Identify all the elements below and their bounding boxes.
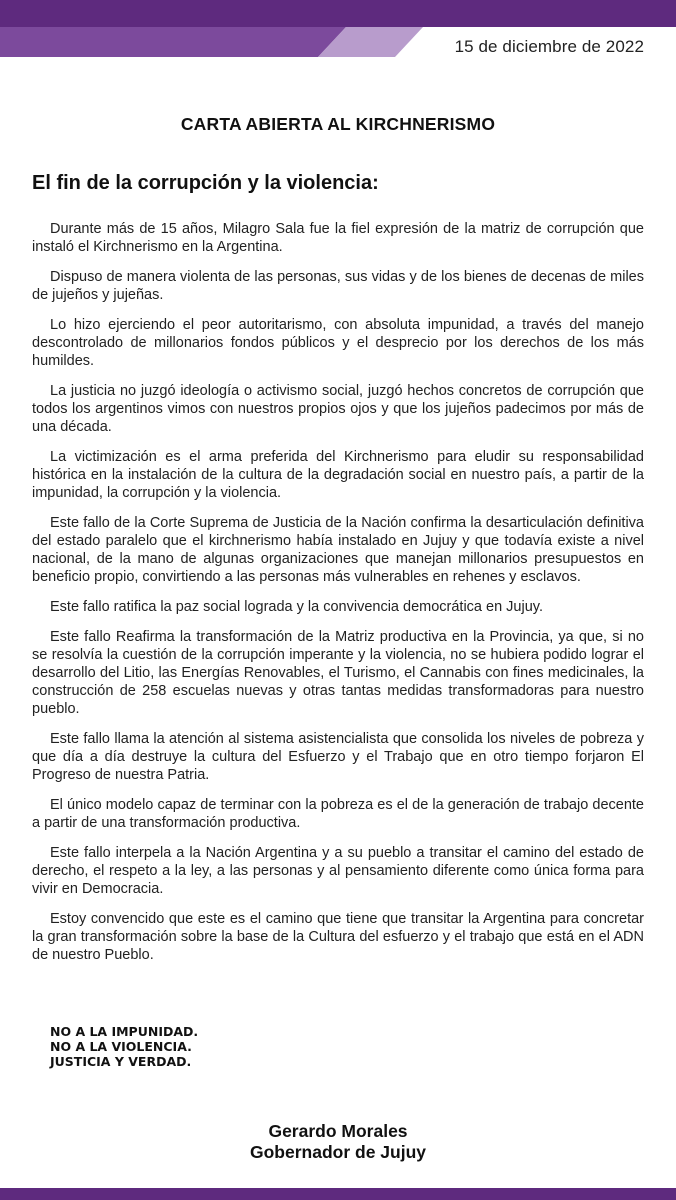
body-paragraph: Dispuso de manera violenta de las personas, sus vidas y de los bienes de decenas de miles de jujeños y jujeñas.: [32, 269, 644, 303]
body-paragraph: Este fallo llama la atención al sistema asistencialista que consolida los niveles de pobreza y que día a día destruye la cultura del Esfuerzo y el Trabajo que en otro tiempo forjaron El Progreso de nuestra Patria.: [32, 731, 644, 783]
body-paragraph: Lo hizo ejerciendo el peor autoritarismo, con absoluta impunidad, a través del manejo descontrolado de millonarios fondos públicos y el desprecio por los derechos de los más humildes.: [32, 317, 644, 369]
signature-block: [0, 1121, 676, 1163]
footer-bar: [0, 1188, 676, 1200]
signer-name: Gerardo Morales: [268, 1121, 408, 1141]
signer-role: Gobernador de Jujuy: [250, 1142, 426, 1162]
letter-title: CARTA ABIERTA AL KIRCHNERISMO: [180, 114, 496, 134]
body-paragraph: Estoy convencido que este es el camino que tiene que transitar la Argentina para concretar la gran transformación sobre la base de la Cultura del esfuerzo y el trabajo que está en el ADN de nuestro Pueblo.: [32, 911, 644, 963]
body-paragraph: Este fallo interpela a la Nación Argentina y a su pueblo a transitar el camino del estado de derecho, el respeto a la ley, a las personas y al pensamiento diferente como única forma para vivir en Democracia.: [32, 845, 644, 897]
body-paragraph: Durante más de 15 años, Milagro Sala fue la fiel expresión de la matriz de corrupción que instaló el Kirchnerismo en la Argentina.: [32, 221, 644, 255]
slogan-line: JUSTICIA Y VERDAD.: [50, 1054, 192, 1069]
body-paragraph: Este fallo de la Corte Suprema de Justicia de la Nación confirma la desarticulación definitiva del estado paralelo que el kirchnerismo había instalado en Jujuy y que todavía existe a nivel nacional, de la mano de algunas organizaciones que manejan millonarios presupuestos en beneficio propio, convirtiendo a las personas más vulnerables en rehenes y esclavos.: [32, 515, 644, 585]
body-paragraph: La victimización es el arma preferida del Kirchnerismo para eludir su responsabilidad histórica en la instalación de la cultura de la degradación social en nuestro país, a partir de la impunidad, la corrupción y la violencia.: [32, 449, 644, 501]
letter-subtitle: El fin de la corrupción y la violencia:: [32, 172, 379, 194]
body-paragraph: Este fallo ratifica la paz social lograda y la convivencia democrática en Jujuy.: [50, 599, 543, 615]
slogan-line: NO A LA IMPUNIDAD.: [50, 1024, 199, 1039]
letter-date: 15 de diciembre de 2022: [454, 37, 644, 56]
body-paragraph: El único modelo capaz de terminar con la pobreza es el de la generación de trabajo decente a partir de una transformación productiva.: [32, 797, 644, 831]
slogan-line: NO A LA VIOLENCIA.: [50, 1039, 192, 1054]
closing-slogans: [50, 1024, 198, 1069]
body-paragraph: Este fallo Reafirma la transformación de la Matriz productiva en la Provincia, ya que, si no se resolvía la cuestión de la corrupción imperante y la violencia, no se hubiera podido lograr el desarrollo del Litio, las Energías Renovables, el Turismo, el Cannabis con fines medicinales, la construcción de 258 escuelas nuevas y otras tantas medidas transformadoras para nuestro pueblo.: [32, 629, 644, 717]
letter-body: [32, 220, 644, 976]
banner-top-bar: [0, 0, 676, 27]
body-paragraph: La justicia no juzgó ideología o activismo social, juzgó hechos concretos de corrupción que todos los argentinos vimos con nuestros propios ojos y que los jujeños padecimos por más de una década.: [32, 383, 644, 435]
banner-stripe-mid: [0, 27, 346, 57]
